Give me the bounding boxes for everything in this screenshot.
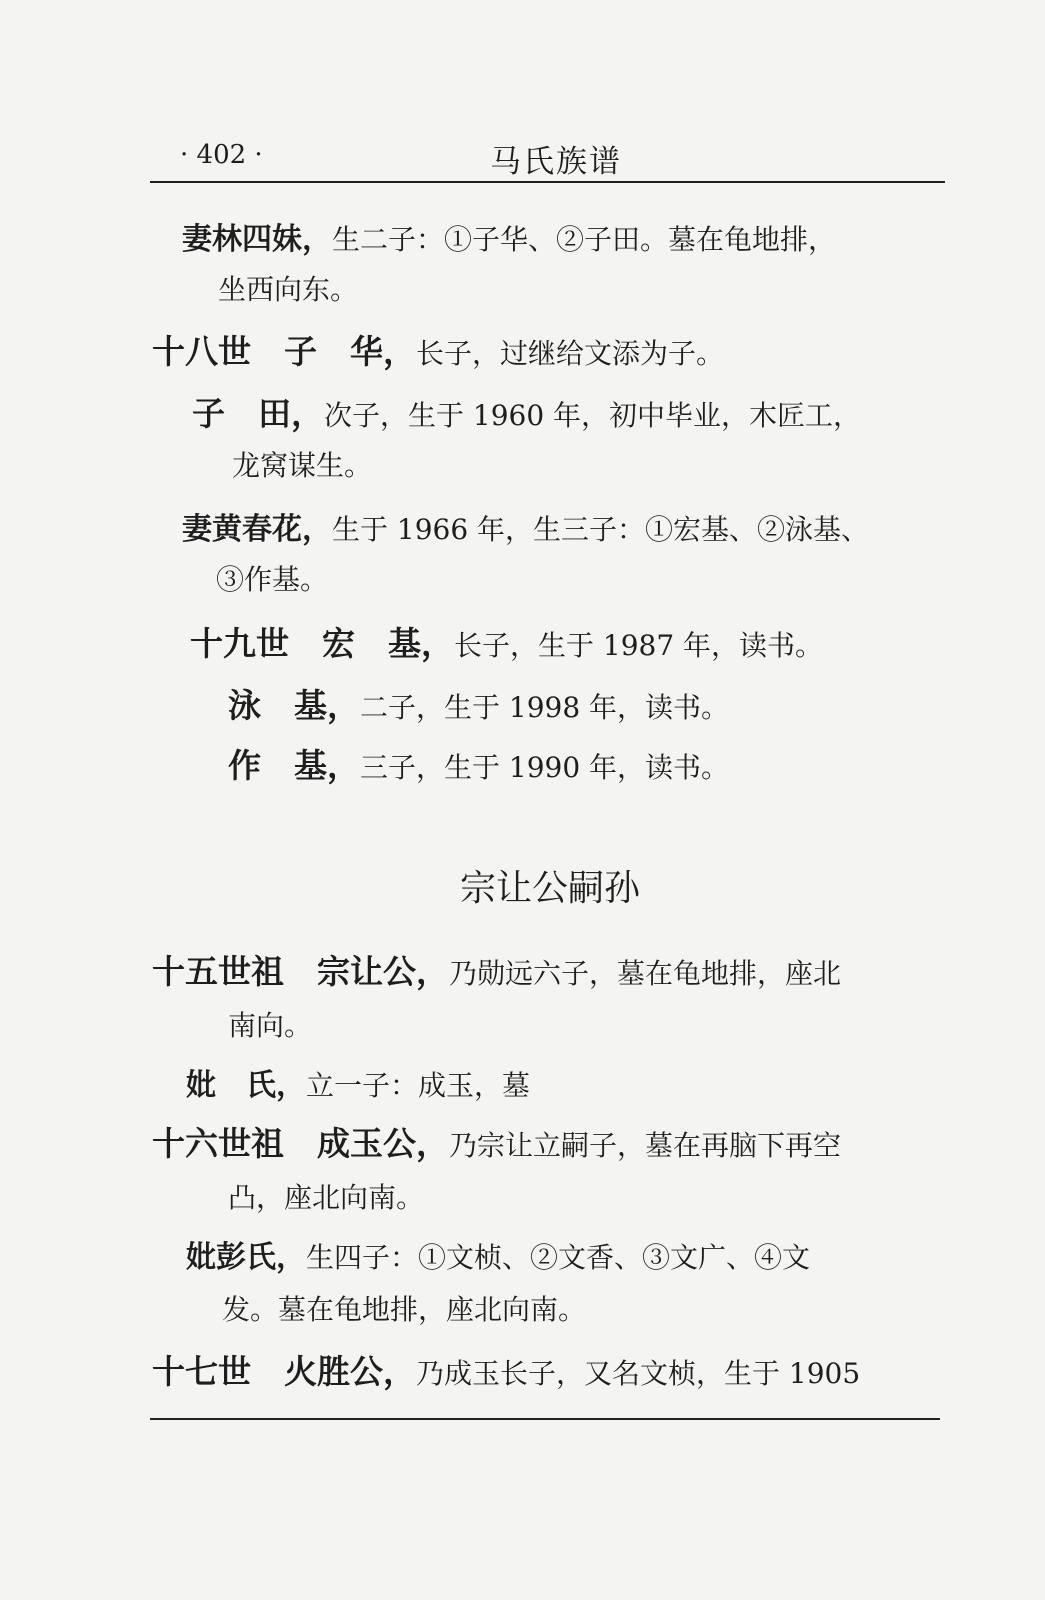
entry-text: 生四子：①文桢、②文香、③文广、④文 — [306, 1241, 811, 1274]
text-line — [152, 326, 724, 373]
entry-text: 长子，过继给文添为子。 — [416, 337, 725, 370]
section-title: 宗让公嗣孙 — [459, 868, 640, 909]
text-line — [182, 504, 869, 548]
entry-name: 子 田， — [192, 394, 324, 433]
entry-name: 十七世 火胜公， — [152, 1352, 416, 1391]
text-line — [152, 1118, 841, 1165]
entry-name: 妣彭氏， — [186, 1240, 306, 1275]
text-line — [182, 214, 836, 258]
entry-text: 龙窝谋生。 — [232, 449, 373, 482]
text-line — [216, 558, 328, 598]
header-rule — [150, 181, 945, 183]
text-line — [192, 388, 861, 435]
footer-rule — [150, 1418, 940, 1420]
entry-name: 十八世 子 华， — [152, 332, 416, 371]
entry-name: 十五世祖 宗让公， — [152, 952, 449, 991]
entry-text: 南向。 — [228, 1009, 313, 1042]
text-line — [152, 1346, 860, 1393]
entry-text: 次子，生于 1960 年，初中毕业，木匠工， — [324, 399, 862, 432]
entry-text: 立一子：成玉，墓 — [306, 1069, 531, 1102]
entry-name: 泳 基， — [228, 686, 360, 725]
entry-text: ③作基。 — [216, 563, 329, 596]
entry-text: 生于 1966 年，生三子：①宏基、②泳基、 — [332, 513, 870, 546]
text-line — [186, 1060, 530, 1104]
text-line — [152, 946, 841, 993]
entry-text: 乃勋远六子，墓在龟地排，座北 — [449, 957, 842, 990]
entry-text: 生二子：①子华、②子田。墓在龟地排， — [332, 223, 837, 256]
entry-text: 发。墓在龟地排，座北向南。 — [222, 1293, 587, 1326]
text-line — [232, 444, 372, 484]
text-line — [228, 1004, 312, 1044]
entry-text: 乃宗让立嗣子，墓在再脑下再空 — [449, 1129, 842, 1162]
entry-name: 妣 氏， — [186, 1068, 306, 1103]
text-line — [186, 1232, 810, 1276]
entry-name: 十六世祖 成玉公， — [152, 1124, 449, 1163]
entry-text: 二子，生于 1998 年，读书。 — [360, 691, 730, 724]
book-title: 马氏族谱 — [490, 144, 622, 180]
entry-text: 凸，座北向南。 — [228, 1181, 425, 1214]
text-line — [228, 680, 729, 727]
entry-name: 妻黄春花， — [182, 512, 332, 547]
entry-text: 长子，生于 1987 年，读书。 — [454, 629, 824, 662]
entry-name: 十九世 宏 基， — [190, 624, 454, 663]
text-line — [228, 1176, 424, 1216]
text-line — [228, 740, 729, 787]
page-number: · 402 · — [180, 140, 263, 170]
entry-text: 乃成玉长子，又名文桢，生于 1905 — [416, 1357, 861, 1390]
text-line — [190, 618, 823, 665]
entry-text: 坐西向东。 — [218, 273, 359, 306]
text-line — [218, 268, 358, 308]
entry-text: 三子，生于 1990 年，读书。 — [360, 751, 730, 784]
text-line — [222, 1288, 586, 1328]
entry-name: 作 基， — [228, 746, 360, 785]
entry-name: 妻林四妹， — [182, 222, 332, 257]
